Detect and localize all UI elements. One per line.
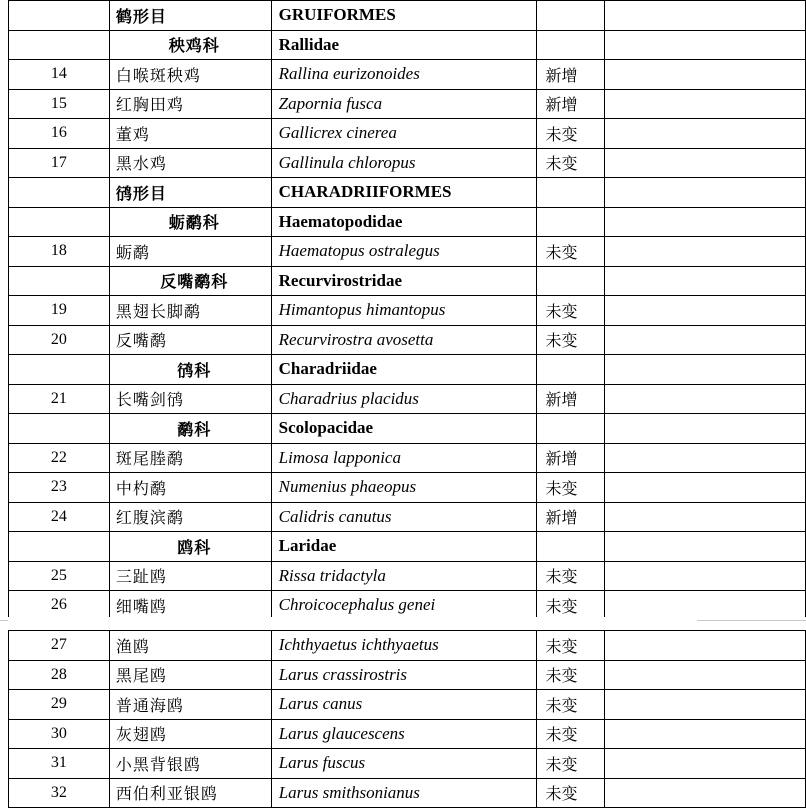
species-status: 未变 bbox=[537, 719, 605, 749]
species-name-cn: 中杓鹬 bbox=[109, 473, 271, 503]
species-number: 24 bbox=[9, 502, 110, 532]
notes-empty bbox=[605, 237, 806, 267]
species-name-cn: 董鸡 bbox=[109, 119, 271, 149]
family-row bbox=[9, 30, 806, 60]
status-empty bbox=[537, 532, 605, 562]
species-row bbox=[9, 719, 806, 749]
species-number: 27 bbox=[9, 631, 110, 661]
species-name-cn: 黑尾鸥 bbox=[109, 660, 271, 690]
family-name-cn: 反嘴鹬科 bbox=[109, 266, 271, 296]
row-number-empty bbox=[9, 178, 110, 208]
species-name-latin: Larus fuscus bbox=[271, 749, 537, 779]
species-number: 28 bbox=[9, 660, 110, 690]
species-number: 16 bbox=[9, 119, 110, 149]
family-name-cn: 鸻科 bbox=[109, 355, 271, 385]
notes-empty bbox=[605, 561, 806, 591]
notes-empty bbox=[605, 749, 806, 779]
family-name-cn: 鸥科 bbox=[109, 532, 271, 562]
species-name-latin: Larus crassirostris bbox=[271, 660, 537, 690]
status-empty bbox=[537, 178, 605, 208]
species-status: 未变 bbox=[537, 561, 605, 591]
species-status: 未变 bbox=[537, 237, 605, 267]
species-table-top-body bbox=[9, 1, 806, 621]
species-status: 新增 bbox=[537, 89, 605, 119]
species-row bbox=[9, 690, 806, 720]
status-empty bbox=[537, 30, 605, 60]
status-empty bbox=[537, 355, 605, 385]
status-empty bbox=[537, 1, 605, 31]
family-row bbox=[9, 266, 806, 296]
family-row bbox=[9, 355, 806, 385]
species-status: 未变 bbox=[537, 660, 605, 690]
notes-empty bbox=[605, 384, 806, 414]
notes-empty bbox=[605, 414, 806, 444]
notes-empty bbox=[605, 119, 806, 149]
notes-empty bbox=[605, 89, 806, 119]
species-row bbox=[9, 60, 806, 90]
row-number-empty bbox=[9, 414, 110, 444]
species-name-latin: Haematopus ostralegus bbox=[271, 237, 537, 267]
page-break-mark-left bbox=[0, 620, 8, 621]
species-name-cn: 反嘴鹬 bbox=[109, 325, 271, 355]
species-status: 未变 bbox=[537, 749, 605, 779]
species-number: 29 bbox=[9, 690, 110, 720]
species-name-cn: 三趾鸥 bbox=[109, 561, 271, 591]
species-row bbox=[9, 119, 806, 149]
notes-empty bbox=[605, 148, 806, 178]
species-number: 20 bbox=[9, 325, 110, 355]
species-name-latin: Gallicrex cinerea bbox=[271, 119, 537, 149]
species-row bbox=[9, 296, 806, 326]
species-number: 30 bbox=[9, 719, 110, 749]
species-row bbox=[9, 591, 806, 621]
notes-empty bbox=[605, 355, 806, 385]
status-empty bbox=[537, 266, 605, 296]
family-name-latin: Laridae bbox=[271, 532, 537, 562]
species-name-latin: Himantopus himantopus bbox=[271, 296, 537, 326]
family-name-cn: 蛎鹬科 bbox=[109, 207, 271, 237]
species-status: 新增 bbox=[537, 384, 605, 414]
family-row bbox=[9, 532, 806, 562]
row-number-empty bbox=[9, 30, 110, 60]
species-name-cn: 红胸田鸡 bbox=[109, 89, 271, 119]
species-name-latin: Chroicocephalus genei bbox=[271, 591, 537, 621]
notes-empty bbox=[605, 60, 806, 90]
species-name-cn: 蛎鹬 bbox=[109, 237, 271, 267]
species-table-bottom bbox=[8, 630, 806, 808]
species-status: 未变 bbox=[537, 778, 605, 808]
species-name-latin: Larus glaucescens bbox=[271, 719, 537, 749]
notes-empty bbox=[605, 296, 806, 326]
species-number: 26 bbox=[9, 591, 110, 621]
species-number: 32 bbox=[9, 778, 110, 808]
species-number: 14 bbox=[9, 60, 110, 90]
species-number: 19 bbox=[9, 296, 110, 326]
species-row bbox=[9, 237, 806, 267]
notes-empty bbox=[605, 443, 806, 473]
order-row bbox=[9, 178, 806, 208]
order-name-cn: 鹤形目 bbox=[109, 1, 271, 31]
species-number: 25 bbox=[9, 561, 110, 591]
species-name-cn: 普通海鸥 bbox=[109, 690, 271, 720]
page-break bbox=[0, 617, 806, 630]
species-number: 21 bbox=[9, 384, 110, 414]
notes-empty bbox=[605, 719, 806, 749]
species-status: 未变 bbox=[537, 631, 605, 661]
order-name-latin: CHARADRIIFORMES bbox=[271, 178, 537, 208]
family-name-latin: Rallidae bbox=[271, 30, 537, 60]
species-row bbox=[9, 443, 806, 473]
species-name-cn: 西伯利亚银鸥 bbox=[109, 778, 271, 808]
notes-empty bbox=[605, 502, 806, 532]
family-name-latin: Haematopodidae bbox=[271, 207, 537, 237]
species-name-cn: 斑尾塍鹬 bbox=[109, 443, 271, 473]
species-status: 未变 bbox=[537, 591, 605, 621]
species-name-latin: Gallinula chloropus bbox=[271, 148, 537, 178]
species-name-cn: 灰翅鸥 bbox=[109, 719, 271, 749]
species-number: 18 bbox=[9, 237, 110, 267]
notes-empty bbox=[605, 532, 806, 562]
notes-empty bbox=[605, 778, 806, 808]
species-row bbox=[9, 384, 806, 414]
notes-empty bbox=[605, 30, 806, 60]
species-row bbox=[9, 778, 806, 808]
species-row bbox=[9, 148, 806, 178]
family-row bbox=[9, 207, 806, 237]
species-row bbox=[9, 89, 806, 119]
family-name-latin: Charadriidae bbox=[271, 355, 537, 385]
row-number-empty bbox=[9, 355, 110, 385]
species-table-top bbox=[8, 0, 806, 621]
species-status: 未变 bbox=[537, 325, 605, 355]
notes-empty bbox=[605, 631, 806, 661]
species-number: 31 bbox=[9, 749, 110, 779]
species-name-latin: Calidris canutus bbox=[271, 502, 537, 532]
row-number-empty bbox=[9, 532, 110, 562]
species-row bbox=[9, 502, 806, 532]
species-name-cn: 小黑背银鸥 bbox=[109, 749, 271, 779]
order-row bbox=[9, 1, 806, 31]
species-name-latin: Ichthyaetus ichthyaetus bbox=[271, 631, 537, 661]
species-row bbox=[9, 473, 806, 503]
species-status: 新增 bbox=[537, 502, 605, 532]
species-number: 23 bbox=[9, 473, 110, 503]
species-name-cn: 细嘴鸥 bbox=[109, 591, 271, 621]
species-status: 未变 bbox=[537, 473, 605, 503]
species-name-latin: Larus smithsonianus bbox=[271, 778, 537, 808]
species-row bbox=[9, 561, 806, 591]
family-name-latin: Recurvirostridae bbox=[271, 266, 537, 296]
row-number-empty bbox=[9, 207, 110, 237]
species-status: 新增 bbox=[537, 60, 605, 90]
notes-empty bbox=[605, 207, 806, 237]
status-empty bbox=[537, 414, 605, 444]
species-row bbox=[9, 325, 806, 355]
species-name-latin: Zapornia fusca bbox=[271, 89, 537, 119]
notes-empty bbox=[605, 660, 806, 690]
order-name-latin: GRUIFORMES bbox=[271, 1, 537, 31]
species-table-bottom-body bbox=[9, 631, 806, 808]
species-number: 17 bbox=[9, 148, 110, 178]
notes-empty bbox=[605, 178, 806, 208]
species-number: 15 bbox=[9, 89, 110, 119]
species-name-latin: Rissa tridactyla bbox=[271, 561, 537, 591]
species-status: 新增 bbox=[537, 443, 605, 473]
notes-empty bbox=[605, 473, 806, 503]
species-name-latin: Recurvirostra avosetta bbox=[271, 325, 537, 355]
species-name-cn: 黑水鸡 bbox=[109, 148, 271, 178]
notes-empty bbox=[605, 266, 806, 296]
species-name-latin: Rallina eurizonoides bbox=[271, 60, 537, 90]
page-break-mark-right bbox=[697, 620, 806, 621]
order-name-cn: 鸻形目 bbox=[109, 178, 271, 208]
family-name-cn: 鹬科 bbox=[109, 414, 271, 444]
species-name-cn: 黑翅长脚鹬 bbox=[109, 296, 271, 326]
species-name-cn: 长嘴剑鸻 bbox=[109, 384, 271, 414]
status-empty bbox=[537, 207, 605, 237]
row-number-empty bbox=[9, 1, 110, 31]
species-name-cn: 红腹滨鹬 bbox=[109, 502, 271, 532]
species-row bbox=[9, 660, 806, 690]
species-name-cn: 白喉斑秧鸡 bbox=[109, 60, 271, 90]
species-row bbox=[9, 631, 806, 661]
species-name-latin: Larus canus bbox=[271, 690, 537, 720]
species-name-latin: Numenius phaeopus bbox=[271, 473, 537, 503]
species-status: 未变 bbox=[537, 119, 605, 149]
species-row bbox=[9, 749, 806, 779]
family-name-latin: Scolopacidae bbox=[271, 414, 537, 444]
species-name-cn: 渔鸥 bbox=[109, 631, 271, 661]
notes-empty bbox=[605, 690, 806, 720]
species-name-latin: Charadrius placidus bbox=[271, 384, 537, 414]
notes-empty bbox=[605, 1, 806, 31]
row-number-empty bbox=[9, 266, 110, 296]
species-status: 未变 bbox=[537, 690, 605, 720]
species-status: 未变 bbox=[537, 296, 605, 326]
family-name-cn: 秧鸡科 bbox=[109, 30, 271, 60]
species-status: 未变 bbox=[537, 148, 605, 178]
notes-empty bbox=[605, 325, 806, 355]
notes-empty bbox=[605, 591, 806, 621]
species-number: 22 bbox=[9, 443, 110, 473]
species-name-latin: Limosa lapponica bbox=[271, 443, 537, 473]
family-row bbox=[9, 414, 806, 444]
